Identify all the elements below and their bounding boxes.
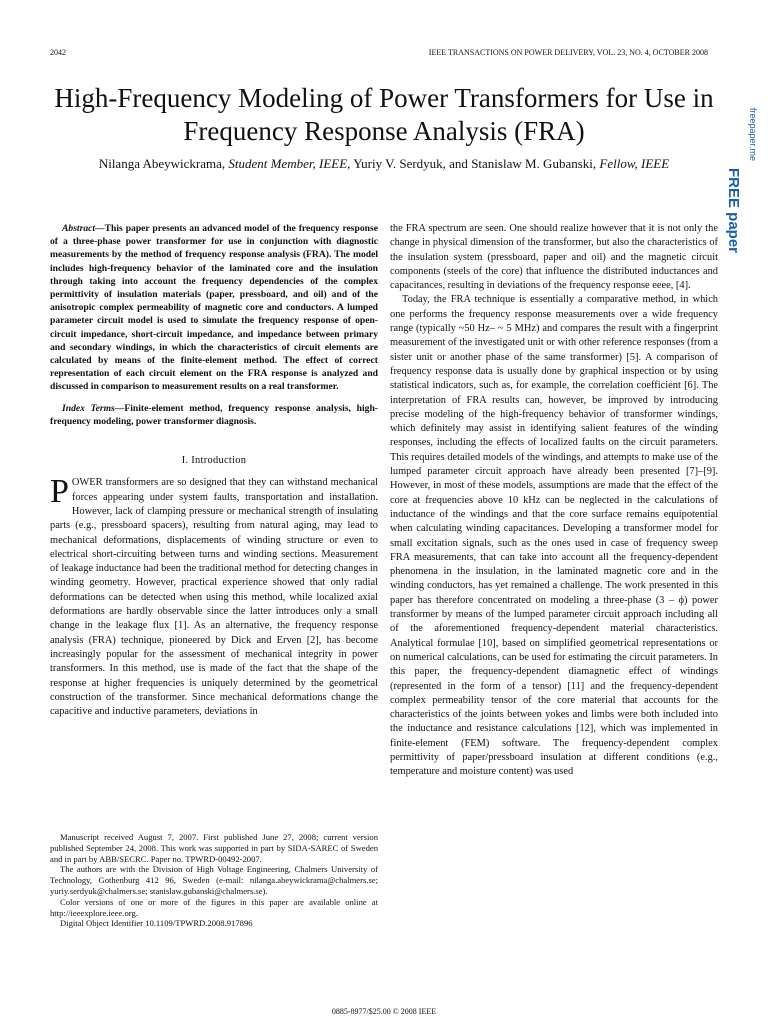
page-footer: 0885-8977/$25.00 © 2008 IEEE (331, 1007, 437, 1016)
author-2: Yuriy V. Serdyuk, and (353, 156, 468, 171)
drop-cap: P (50, 473, 69, 511)
index-terms-text: Finite-element method, frequency response analysis, high-frequency modeling, power transformer diagnosis. (50, 402, 378, 427)
right-column (390, 222, 718, 780)
author-1: Nilanga Abeywickrama, (98, 156, 226, 171)
index-terms-label: Index Terms— (62, 402, 125, 414)
right-paragraph-2: Today, the FRA technique is essentially a comparative method, in which one performs the frequency response measurements over a wide frequency range (typically ~50 Hz– ~ 5 MHz) and compares the result with a fingerprint measurement of the investigated unit or with other reference responses (from a sister unit or another phase of the same transformer) [5]. A comparison of frequency response data is usually done by graphical inspection or by using statistical indicators, such as, for example, the correlation coefficient [6]. The interpretation of FRA results can, however, be improved by introducing precise modeling of the high-frequency behavior of transformer windings, which definitely may assist in identifying salient features of the winding responses, including the effects of localized faults on the circuit parameters. This requires detailed models of the windings, and attempts to make use of the lumped parameter circuit approach have already been presented [7]–[9]. However, in most of these models, assumptions are made that the effect of the core at frequencies above 10 kHz can be neglected in the calculations of inductance of the windings and that the core surface remains equipotential when calculating winding capacitances. Developing a transformer model for small excitation signals, such as the ones used in case of frequency sweep FRA measurements, that can take into account all the frequency-dependent phenomena in the insulation, in the laminated magnetic core and in the winding conductors, has yet remained a challenge. The work presented in this paper has therefore concentrated on modeling a three-phase (3 – ϕ) power transformer by means of the lumped parameter circuit approach including all of the aforementioned frequency-dependent material characteristics. Analytical formulae [10], based on simplified geometrical representations or on numerical calculations, can be used for estimating the circuit parameters. In this paper, the frequency-dependent diamagnetic effect of windings (represented in the form of a tensor) [11] and the frequency-dependent complex permeability tensor of the core material that accounts for the characteristics of the joints between yokes and limbs were both included into the inductance and resistance calculations [12], which was implemented in finite-element (FEM) software. The frequency-dependent complex permittivity of paper/pressboard insulation at different conditions (e.g., temperature and moisture content) was used (390, 294, 718, 778)
stamp-site: freepaper.me (748, 108, 758, 162)
author-1-role: Student Member, IEEE, (228, 156, 351, 171)
abstract-text: This paper presents an advanced model of the frequency response of a three-phase power transformer for use in conjunction with diagnostic measurements by the method of frequency response analysis (FRA). The model includes high-frequency behavior of the laminated core and the insulation through taking into account the frequency dependencies of the complex permittivity of insulation materials (paper, pressboard, and oil) and of the anisotropic complex permeability of magnetic core and conductors. A lumped parameter circuit model is used to simulate the frequency response of open-circuit impedance, short-circuit impedance, and impedance between primary and secondary windings, in which the characteristics of circuit elements are calculated by means of the finite-element method. The effect of correct representation of each circuit element on the FRA response is analyzed and discussed in comparison to measurement results on a real transformer. (50, 223, 378, 393)
footnote-doi: Digital Object Identifier 10.1109/TPWRD.2008.917896 (60, 918, 253, 929)
footnote-affiliation: The authors are with the Division of High Voltage Engineering, Chalmers University of Technology, Gothenburg 412 96, Sweden (e-mail: nilanga.abeywickrama@chalmers.se; yuriy.serdyuk@chalmers.se; stanislaw.gubanski@chalmers.se). (50, 864, 378, 896)
paper-title: High-Frequency Modeling of Power Transformers for Use in Frequency Response Analysis (FRA) (54, 83, 714, 146)
abstract-label: Abstract— (62, 223, 105, 234)
intro-paragraph (50, 473, 378, 719)
left-column (50, 222, 378, 719)
index-terms (50, 402, 378, 428)
journal-header: IEEE TRANSACTIONS ON POWER DELIVERY, VOL. 23, NO. 4, OCTOBER 2008 (428, 48, 708, 57)
page-number: 2042 (50, 48, 66, 57)
section-heading: I. Introduction (181, 455, 247, 467)
footnote (50, 832, 378, 929)
abstract (50, 222, 378, 394)
author-line (30, 156, 738, 172)
footnote-color: Color versions of one or more of the figures in this paper are available online at http://ieeexplore.ieee.org. (50, 896, 378, 918)
watermark-stamp (725, 108, 766, 254)
stamp-logo: FREE paper (725, 168, 742, 254)
author-3: Stanislaw M. Gubanski, (471, 156, 597, 171)
author-3-role: Fellow, IEEE (599, 156, 670, 171)
right-paragraph-1: the FRA spectrum are seen. One should realize however that it is not only the change in physical dimension of the transformer, but also the characteristics of the insulation system (pressboard, paper and oil) and the magnetic circuit components (steels of the core) that influence the distributed inductances and capacitances, resulting in deviations of the frequency response eeee, [4]. (390, 223, 718, 292)
intro-text: OWER transformers are so designed that they can withstand mechanical forces appearing under system faults, transportation and installation. However, lack of clamping pressure or mechanical strength of insulating parts (e.g., pressboard spacers), resulting from natural aging, may lead to mechanical deformations, displacements of winding structure or even to electrical short-circuiting between turns and winding sections. Measurement of leakage inductance had been the traditional method for detecting changes in winding geometry. However, practical experience showed that only radial deformations can be detected when using this method, while localized axial deformations are hardly observable since the latter introduces only a small change in the leakage flux [1]. As an alternative, the frequency response analysis (FRA) technique, pioneered by Dick and Erven [2], has become increasingly popular for the assessment of mechanical integrity in power transformers. In this method, use is made of the fact that the shape of the response at higher frequencies is uniquely determined by the geometrical construction of the transformer. Since mechanical deformations change the capacitive and inductive parameters, deviations in (50, 477, 378, 718)
footnote-manuscript: Manuscript received August 7, 2007. First published June 27, 2008; current version published September 24, 2008. This work was supported in part by SIDA-SAREC of Sweden and in part by ABB/SECRC. Paper no. TPWRD-00492-2007. (50, 832, 378, 864)
